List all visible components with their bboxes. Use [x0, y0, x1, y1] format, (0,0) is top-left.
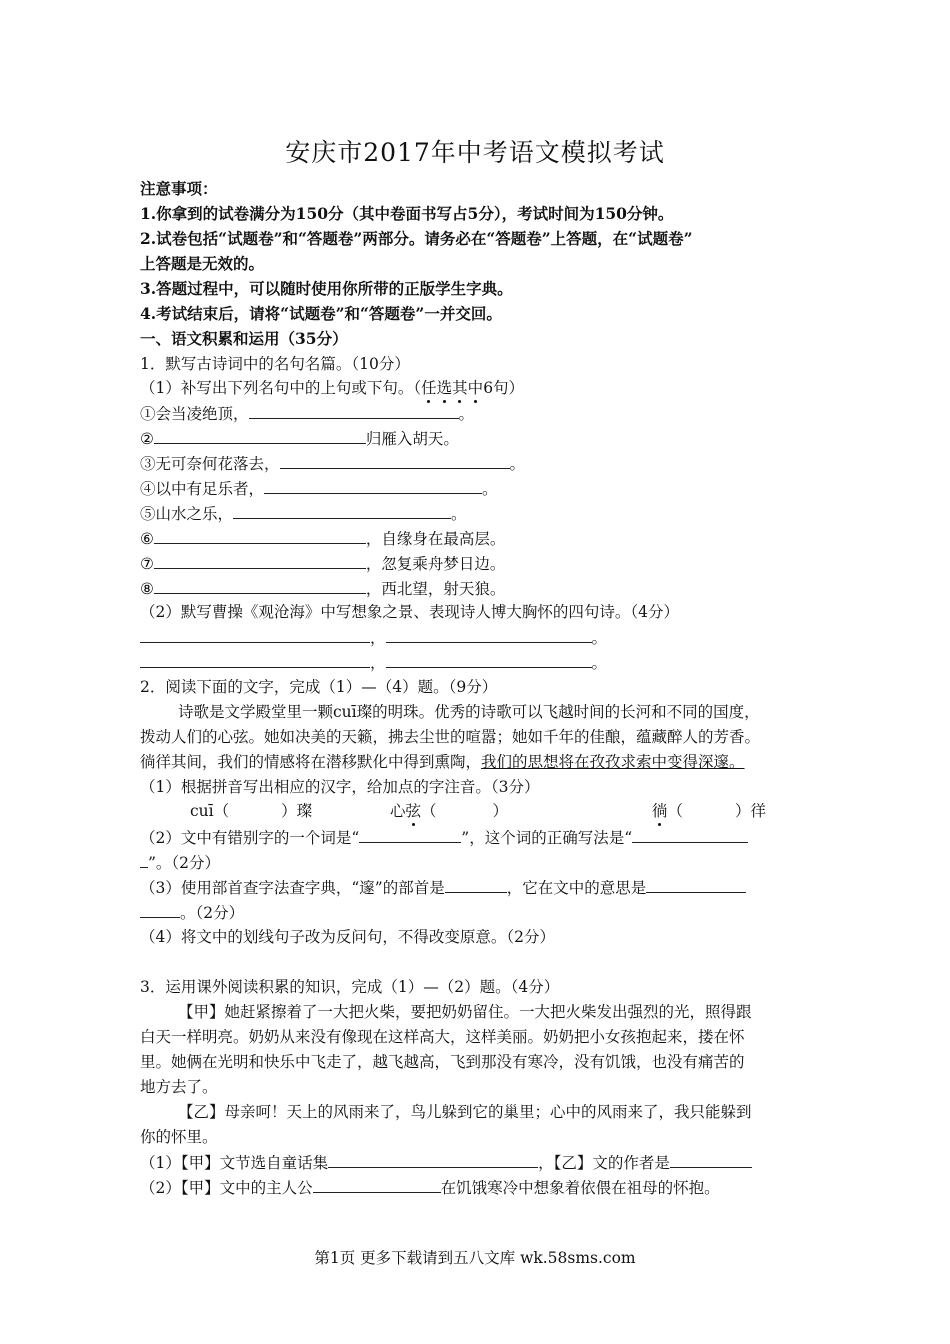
poem-blank-line: ， 。 — [140, 652, 607, 673]
pinyin-item: cuī（ ）璨 — [190, 802, 313, 820]
answer-blank[interactable] — [386, 627, 592, 643]
notice-heading: 注意事项： — [140, 179, 218, 198]
q3-jia-line: 里。她俩在光明和快乐中飞走了，越飞越高，飞到那没有寒冷，没有饥饿，也没有痛苦的 — [140, 1053, 745, 1071]
q1-sub2: （2）默写曹操《观沧海》中写想象之景、表现诗人博大胸怀的四句诗。（4分） — [140, 603, 679, 621]
notice-item: 3.答题过程中，可以随时使用你所带的正版学生字典。 — [140, 279, 513, 298]
notice-item: 上答题是无效的。 — [140, 254, 265, 273]
underlined-sentence: 我们的思想将在孜孜求索中变得深邃。 — [481, 753, 745, 771]
dotted-char: 徜 — [652, 802, 668, 820]
answer-blank[interactable] — [386, 652, 592, 668]
answer-blank[interactable] — [437, 800, 493, 816]
q3-yi-line: 你的怀里。 — [140, 1128, 218, 1146]
answer-blank[interactable] — [140, 627, 370, 643]
q3-jia-line: 地方去了。 — [140, 1078, 218, 1096]
answer-blank[interactable] — [683, 800, 735, 816]
fill-line: ⑧ ，西北望，射天狼。 — [140, 580, 506, 598]
answer-blank[interactable] — [670, 1152, 752, 1168]
fill-line: ⑤山水之乐， 。 — [140, 505, 467, 523]
q2-heading: 2．阅读下面的文字，完成（1）—（4）题。（9分） — [140, 678, 498, 696]
answer-blank[interactable] — [140, 852, 148, 868]
q3-jia-line: 白天一样明亮。奶奶从来没有像现在这样高大，这样美丽。奶奶把小女孩抱起来，搂在怀 — [140, 1028, 745, 1046]
q2-sub2-cont: ”。（2分） — [140, 852, 220, 873]
q3-heading: 3．运用课外阅读积累的知识，完成（1）—（2）题。（4分） — [140, 978, 560, 996]
answer-blank[interactable] — [229, 800, 281, 816]
q2-sub1: （1）根据拼音写出相应的汉字，给加点的字注音。（3分） — [140, 778, 540, 796]
q1-heading: 1．默写古诗词中的名句名篇。（10分） — [140, 355, 410, 373]
poem-blank-line: ， 。 — [140, 627, 607, 648]
q3-sub1: （1）【甲】文节选自童话集 ，【乙】文的作者是 — [140, 1152, 752, 1173]
answer-blank[interactable] — [646, 877, 746, 893]
answer-blank[interactable] — [280, 453, 510, 469]
q1-sub1: （1）补写出下列名句中的上句或下句。（任选其中6句） — [140, 379, 525, 397]
q3-jia-line: 【甲】她赶紧擦着了一大把火柴，要把奶奶留住。一大把火柴发出强烈的光，照得跟 — [178, 1003, 752, 1021]
fill-line: ④以中有足乐者， 。 — [140, 480, 498, 498]
dotted-char: 弦 — [405, 802, 422, 820]
answer-blank[interactable] — [632, 827, 748, 843]
answer-blank[interactable] — [445, 877, 507, 893]
answer-blank[interactable] — [154, 578, 366, 594]
answer-blank[interactable] — [249, 403, 459, 419]
page-title: 安庆市2017年中考语文模拟考试 — [285, 138, 665, 167]
dotted-char: 中 — [467, 379, 484, 397]
pinyin-item: 徜（ ）徉 — [652, 802, 767, 820]
answer-blank[interactable] — [140, 902, 180, 918]
fill-line: ③无可奈何花落去， 。 — [140, 455, 526, 473]
answer-blank[interactable] — [313, 1177, 441, 1193]
notice-item: 1.你拿到的试卷满分为150分（其中卷面书写占5分），考试时间为150分钟。 — [140, 204, 674, 223]
q2-paragraph-line: 拨动人们的心弦。她如决美的天籁，拂去尘世的喧嚣；她如千年的佳酿，蕴藏醉人的芳香。 — [140, 728, 761, 746]
pinyin-item: 心弦（ ） — [390, 802, 509, 820]
fill-line: ①会当凌绝顶， 。 — [140, 405, 475, 423]
answer-blank[interactable] — [140, 652, 370, 668]
fill-line: ⑥ ，自缘身在最高层。 — [140, 530, 506, 548]
section-heading: 一、语文积累和运用（35分） — [140, 329, 348, 348]
fill-line: ⑦ ，忽复乘舟梦日边。 — [140, 555, 506, 573]
answer-blank[interactable] — [154, 428, 366, 444]
q2-sub4: （4）将文中的划线句子改为反问句，不得改变原意。（2分） — [140, 928, 555, 946]
answer-blank[interactable] — [154, 553, 366, 569]
dotted-char: 选 — [436, 379, 453, 397]
dotted-char: 其 — [452, 379, 468, 397]
q2-sub2: （2）文中有错别字的一个词是“ ”，这个词的正确写法是“ — [140, 827, 748, 848]
q3-sub2: （2）【甲】文中的主人公 在饥饿寒冷中想象着依偎在祖母的怀抱。 — [140, 1179, 720, 1197]
answer-blank[interactable] — [328, 1152, 538, 1168]
notice-item: 2.试卷包括“试题卷”和“答题卷”两部分。请务必在“答题卷”上答题，在“试题卷” — [140, 229, 693, 248]
notice-item: 4.考试结束后，请将“试题卷”和“答题卷”一并交回。 — [140, 304, 502, 323]
q2-paragraph-line: 徜徉其间，我们的情感将在潜移默化中得到熏陶，我们的思想将在孜孜求索中变得深邃。 — [140, 753, 745, 771]
dotted-char: 任 — [421, 379, 437, 397]
answer-blank[interactable] — [154, 528, 366, 544]
answer-blank[interactable] — [359, 827, 461, 843]
q2-sub3-cont: 。（2分） — [140, 902, 244, 923]
page-footer: 第1页 更多下载请到五八文库 wk.58sms.com — [314, 1249, 636, 1267]
fill-line: ② 归雁入胡天。 — [140, 430, 459, 448]
q2-sub3: （3）使用部首查字法查字典，“邃”的部首是 ，它在文中的意思是 — [140, 877, 746, 898]
answer-blank[interactable] — [264, 478, 482, 494]
answer-blank[interactable] — [233, 503, 451, 519]
q2-paragraph-line: 诗歌是文学殿堂里一颗cuī璨的明珠。优秀的诗歌可以飞越时间的长河和不同的国度， — [178, 703, 760, 721]
q3-yi-line: 【乙】母亲呵！天上的风雨来了，鸟儿躲到它的巢里；心中的风雨来了，我只能躲到 — [178, 1103, 752, 1121]
